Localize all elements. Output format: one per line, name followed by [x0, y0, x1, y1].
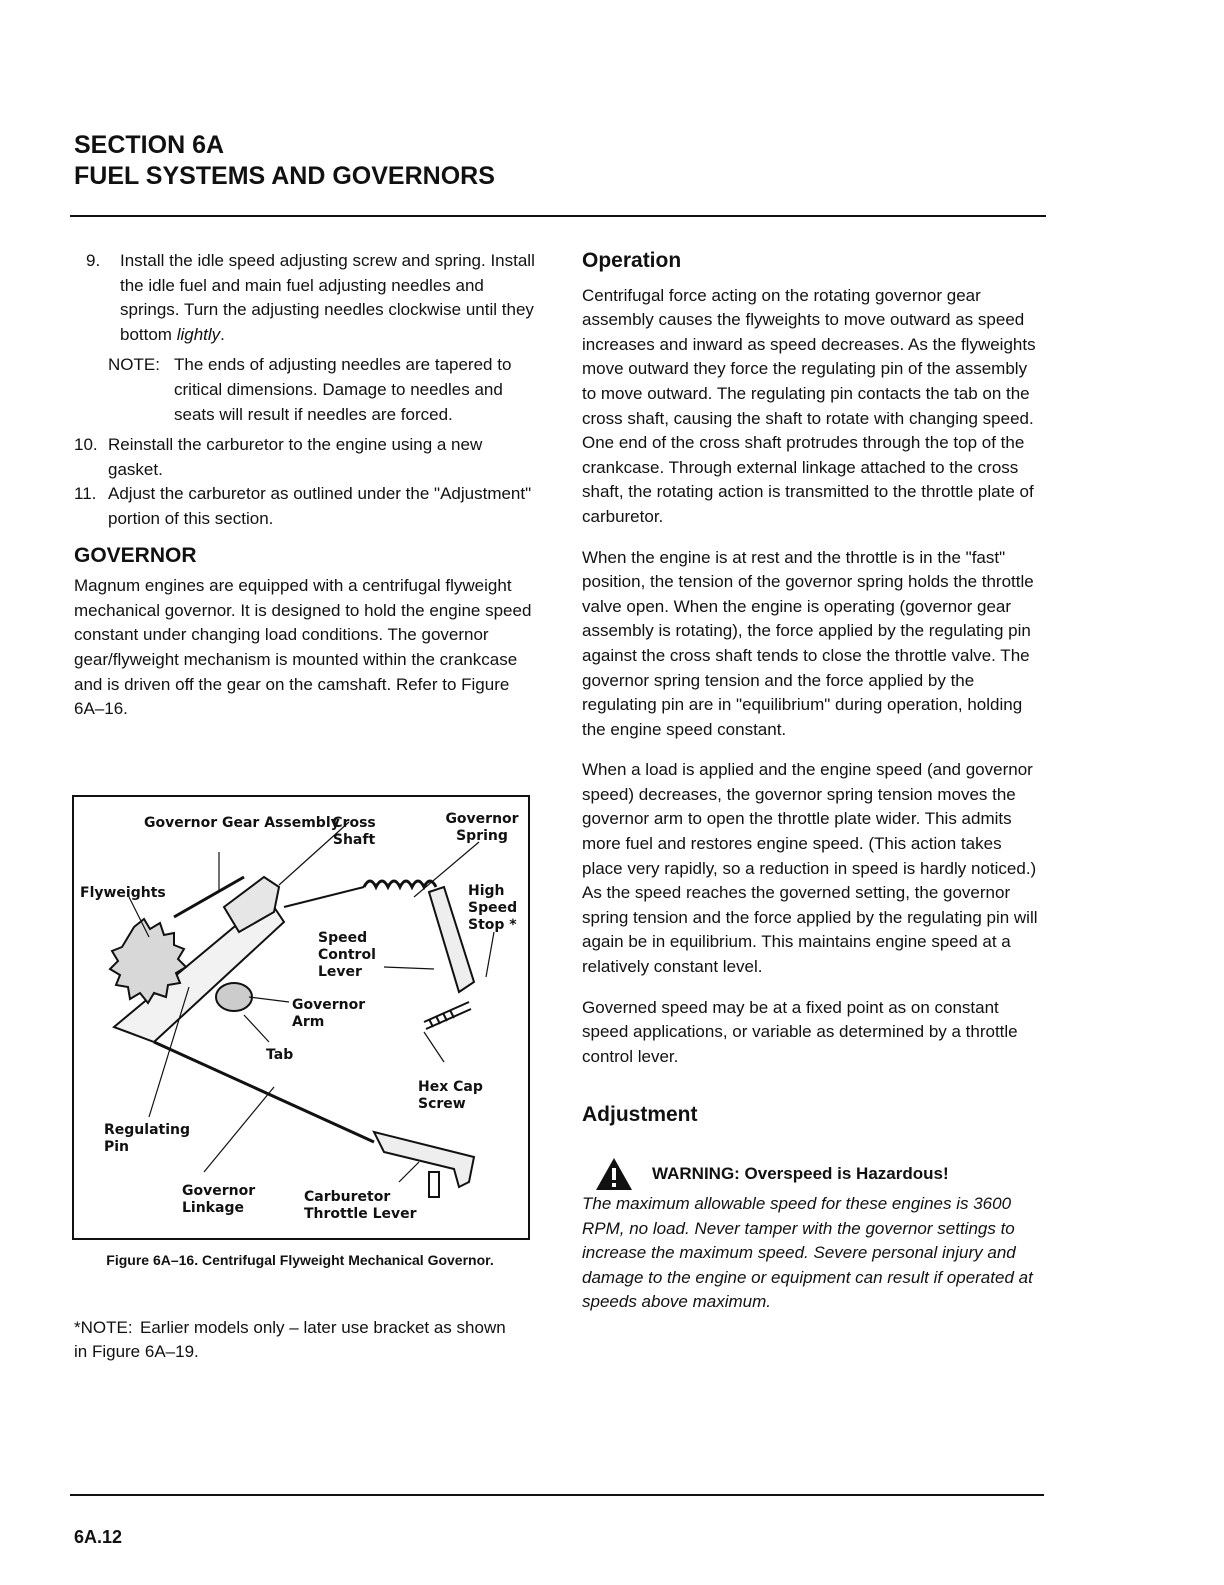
governor-figure: [72, 795, 530, 1240]
note-text: The ends of adjusting needles are tapered to critical dimensions. Damage to needles and seats will result if needles are forced.: [174, 355, 512, 424]
footnote-label: *NOTE:: [74, 1318, 133, 1337]
operation-paragraph-3: When a load is applied and the engine speed (and governor speed) decreases, the governor spring tension moves the governor arm to open the throttle plate wider. This admits more fuel and restores engine speed. (This action takes place very rapidly, so a reduction in speed is hardly noticed.) As the speed reaches the governed setting, the governor spring tension and the force applied by the regulating pin will again be in equilibrium. This maintains engine speed at a relatively constant level.: [582, 760, 1038, 977]
header-rule: [70, 215, 1046, 217]
leader-high-speed-stop: [486, 932, 494, 977]
warning-title: WARNING: Overspeed is Hazardous!: [652, 1163, 949, 1183]
label-throttle-lever: Carburetor Throttle Lever: [304, 1189, 417, 1222]
label-high-speed-stop: High Speed Stop *: [468, 883, 518, 933]
operation-paragraph-1: Centrifugal force acting on the rotating governor gear assembly causes the flyweights to move outward as speed increases and inward as speed decreases. As the flyweights move outward they force the regulating pin of the assembly to move outward. The regulating pin contacts the tab on the cross shaft, causing the shaft to rotate with changing speed. One end of the cross shaft protrudes through the top of the crankcase. Through external linkage attached to the cross shaft, the rotating action is transmitted to the throttle plate of carburetor.: [582, 285, 1036, 526]
section-title: FUEL SYSTEMS AND GOVERNORS: [74, 162, 495, 190]
step-text: [120, 249, 539, 347]
figure-caption: Figure 6A–16. Centrifugal Flyweight Mechanical Governor.: [106, 1252, 494, 1268]
footnote: [74, 1316, 514, 1364]
governor-text: Magnum engines are equipped with a centrifugal flyweight mechanical governor. It is designed to hold the engine speed constant under changing load conditions. The governor gear/flyweight mechanism is mounted within the crankcase and is driven off the gear on the camshaft. Refer to Figure 6A–16.: [74, 576, 532, 719]
label-hex-cap-screw: Hex Cap Screw: [418, 1079, 483, 1112]
step-number: 10.: [74, 435, 98, 455]
governor-heading: GOVERNOR: [74, 543, 197, 567]
section-header: [74, 130, 495, 192]
governor-spring-coil: [364, 881, 436, 887]
warning-triangle-icon: [594, 1156, 634, 1192]
throttle-lever: [374, 1132, 474, 1187]
footer-rule: [70, 1494, 1044, 1496]
operation-paragraph-2: When the engine is at rest and the throttle is in the "fast" position, the tension of the governor spring holds the throttle valve open. When the engine is operating (governor gear assembly is rotating), the force applied by the regulating pin against the cross shaft tends to close the throttle valve. The governor spring tension and the force applied by the regulating pin are in "equilibrium" during operation, holding the engine speed constant.: [582, 547, 1034, 739]
label-tab: Tab: [266, 1047, 294, 1063]
leader-governor-arm: [249, 997, 289, 1002]
operation-paragraph-4: Governed speed may be at a fixed point as on constant speed applications, or variable as determined by a throttle control lever.: [582, 997, 1018, 1066]
step-number: 9.: [86, 251, 101, 270]
label-flyweights: Flyweights: [80, 885, 166, 901]
leader-hex-cap: [424, 1032, 444, 1062]
leader-governor-linkage: [204, 1087, 274, 1172]
label-regulating-pin: Regulating Pin: [104, 1122, 190, 1155]
step-9-emphasis: lightly: [176, 324, 221, 344]
step-9-text: Install the idle speed adjusting screw and spring. Install the idle fuel and main fuel adjusting needles and springs. Turn the adjusting needles clockwise until they bottom: [120, 251, 535, 344]
label-governor-linkage: Governor Linkage: [182, 1183, 256, 1216]
leader-speed-control: [384, 967, 434, 969]
step-9-end: .: [220, 324, 225, 344]
left-column: [74, 249, 539, 722]
label-speed-control-lever: Speed Control Lever: [318, 930, 376, 980]
step-10: [74, 433, 539, 482]
note-block: [108, 353, 539, 427]
warning-heading: [594, 1156, 1044, 1192]
step-9: [74, 249, 539, 347]
governor-spring-arm: [284, 887, 364, 907]
label-governor-spring: Governor Spring: [445, 811, 519, 844]
step-text: Adjust the carburetor as outlined under the "Adjustment" portion of this section.: [108, 484, 532, 528]
right-column: [582, 249, 1044, 1315]
governor-arm-knob: [216, 983, 252, 1011]
note-label: NOTE:: [108, 355, 160, 375]
label-governor-arm: Governor Arm: [292, 997, 366, 1030]
leader-tab: [244, 1015, 269, 1042]
label-cross-shaft: Cross Shaft: [332, 815, 376, 848]
warning-text: The maximum allowable speed for these engines is 3600 RPM, no load. Never tamper with the governor settings to increase the maximum speed. Severe personal injury and damage to the engine or equipment can result if operated at speeds above maximum.: [582, 1194, 1033, 1312]
leader-throttle-lever: [399, 1162, 419, 1182]
operation-heading: Operation: [582, 249, 682, 272]
step-11: [74, 482, 539, 531]
adjustment-heading: Adjustment: [582, 1103, 698, 1127]
step-text: Reinstall the carburetor to the engine using a new gasket.: [108, 435, 483, 479]
page-number: 6A.12: [74, 1527, 123, 1547]
label-governor-gear: Governor Gear Assembly: [144, 815, 340, 831]
section-number: SECTION 6A: [74, 131, 225, 159]
step-number: 11.: [74, 484, 97, 504]
footnote-text: Earlier models only – later use bracket as shown in Figure 6A–19.: [74, 1318, 506, 1361]
